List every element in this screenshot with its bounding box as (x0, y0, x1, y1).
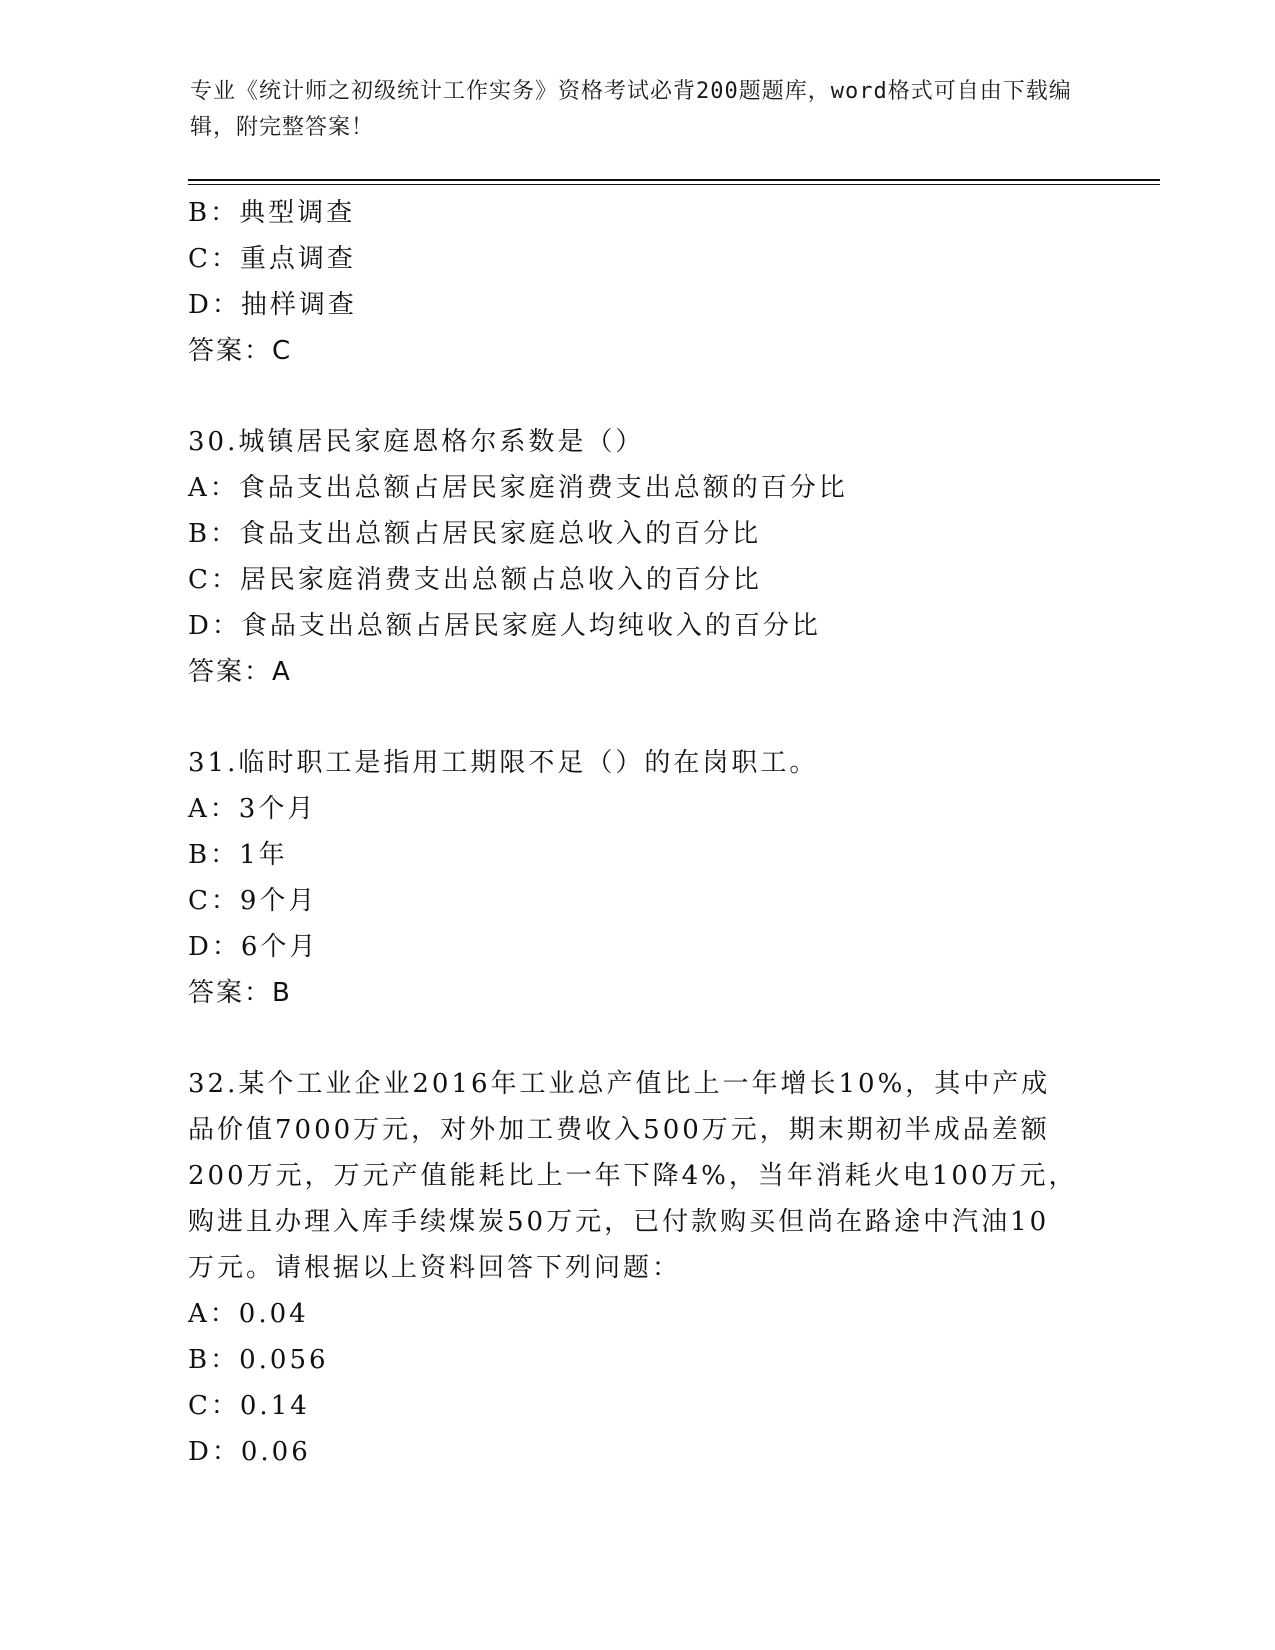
option-a: A：0.04 (188, 1299, 309, 1329)
option-a: A：食品支出总额占居民家庭消费支出总额的百分比 (188, 473, 848, 503)
option-c: C：重点调查 (188, 244, 356, 274)
question-list (188, 190, 1088, 1475)
header-divider-thin (188, 184, 1160, 185)
answer-line: 答案：C (188, 336, 293, 366)
question-31 (188, 740, 1088, 1016)
spacer (188, 374, 1088, 419)
spacer (188, 1016, 1088, 1061)
answer-line: 答案：B (188, 978, 292, 1008)
option-b: B：1年 (188, 840, 288, 870)
option-c: C：居民家庭消费支出总额占总收入的百分比 (188, 565, 762, 595)
option-a: A：3个月 (188, 794, 317, 824)
option-b: B：食品支出总额占居民家庭总收入的百分比 (188, 519, 762, 549)
option-d: D：食品支出总额占居民家庭人均纯收入的百分比 (188, 611, 821, 641)
header-divider-thick (188, 179, 1160, 181)
option-d: D：6个月 (188, 932, 319, 962)
question-text: 32.某个工业企业2016年工业总产值比上一年增长10%，其中产成品价值7000万元，对外加工费收入500万元，期末期初半成品差额200万元，万元产值能耗比上一年下降4%，当年消耗火电100万元，购进且办理入库手续煤炭50万元，已付款购买但尚在路途中汽油10万元。请根据以上资料回答下列问题： (188, 1069, 1078, 1283)
option-b: B：0.056 (188, 1345, 329, 1375)
spacer (188, 695, 1088, 740)
option-d: D：0.06 (188, 1437, 311, 1467)
question-29 (188, 190, 1088, 374)
option-d: D：抽样调查 (188, 290, 357, 320)
question-text: 31.临时职工是指用工期限不足（）的在岗职工。 (188, 748, 819, 778)
question-32 (188, 1061, 1088, 1475)
document-header: 专业《统计师之初级统计工作实务》资格考试必背200题题库，word格式可自由下载编辑，附完整答案！ (190, 79, 1072, 140)
question-text: 30.城镇居民家庭恩格尔系数是（） (188, 427, 645, 457)
answer-line: 答案：A (188, 657, 292, 687)
option-b: B：典型调查 (188, 198, 356, 228)
question-30 (188, 419, 1088, 695)
option-c: C：9个月 (188, 886, 318, 916)
option-c: C：0.14 (188, 1391, 310, 1421)
